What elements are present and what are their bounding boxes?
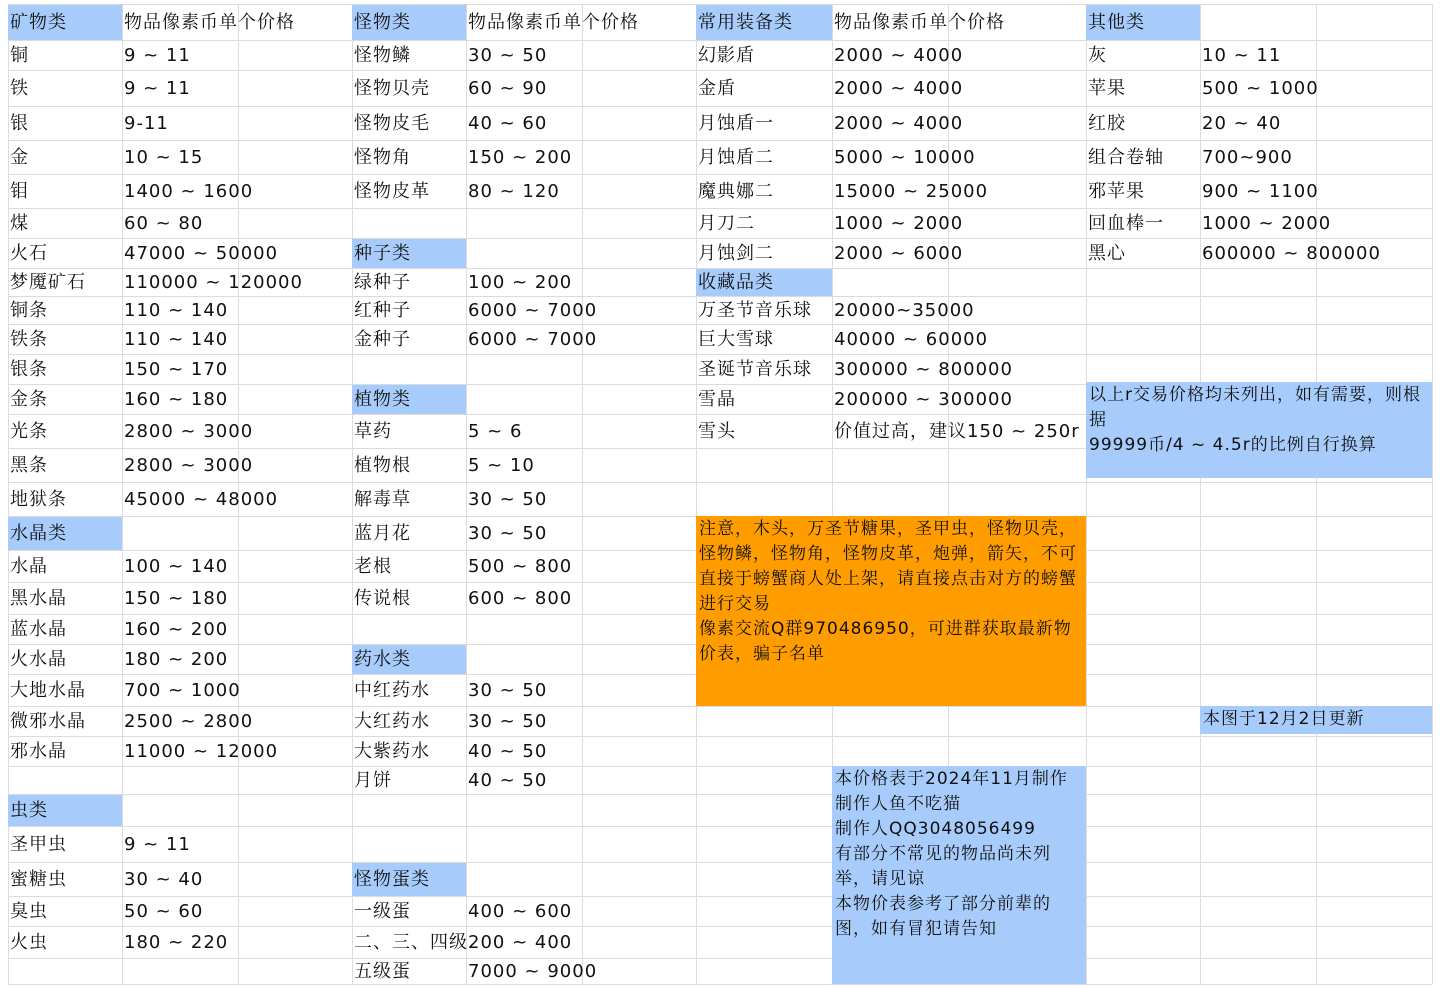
item-price-cell: 40 ~ 50 (468, 770, 548, 791)
item-name-cell: 水晶 (10, 556, 48, 577)
item-name-cell: 臭虫 (10, 901, 48, 922)
item-price-cell: 40 ~ 50 (468, 741, 548, 762)
item-name-cell: 大红药水 (354, 711, 430, 732)
item-price-cell: 150 ~ 170 (124, 359, 229, 380)
item-price-cell: 2800 ~ 3000 (124, 421, 254, 442)
item-name-cell: 怪物角 (354, 147, 411, 168)
item-name-cell: 回血棒一 (1088, 213, 1164, 234)
item-price-cell: 200000 ~ 300000 (834, 389, 1013, 410)
item-name-cell: 银条 (10, 359, 48, 380)
section-title-others: 其他类 (1086, 5, 1200, 40)
item-price-cell: 60 ~ 90 (468, 78, 548, 99)
item-price-cell: 2000 ~ 4000 (834, 45, 964, 66)
item-name-cell: 月饼 (354, 770, 392, 791)
item-price-cell: 110000 ~ 120000 (124, 272, 303, 293)
grid-row-line (8, 794, 1432, 795)
item-price-cell: 900 ~ 1100 (1202, 181, 1319, 202)
item-name-cell: 黑心 (1088, 243, 1126, 264)
section-title-eggs: 怪物蛋类 (352, 863, 466, 896)
item-name-cell: 万圣节音乐球 (698, 300, 812, 321)
item-price-cell: 50 ~ 60 (124, 901, 204, 922)
item-name-cell: 蓝月花 (354, 523, 411, 544)
price-column-header: 物品像素币单个价格 (834, 12, 1005, 33)
updated-note: 本图于12月2日更新 (1200, 706, 1432, 734)
item-price-cell: 2000 ~ 4000 (834, 113, 964, 134)
item-price-cell: 6000 ~ 7000 (468, 329, 598, 350)
item-name-cell: 铁条 (10, 329, 48, 350)
item-name-cell: 红种子 (354, 300, 411, 321)
grid-column-line (1432, 4, 1433, 984)
credits-note: 本价格表于2024年11月制作 制作人鱼不吃猫 制作人QQ3048056499 有部分不常见的物品尚未列举，请见谅 本物价表参考了部分前辈的图，如有冒犯请告知 (832, 766, 1086, 984)
item-price-cell: 500 ~ 800 (468, 556, 573, 577)
grid-row-line (8, 984, 1432, 985)
item-price-cell: 5000 ~ 10000 (834, 147, 976, 168)
item-name-cell: 地狱条 (10, 489, 67, 510)
item-price-cell: 2500 ~ 2800 (124, 711, 254, 732)
item-name-cell: 铜 (10, 45, 29, 66)
item-name-cell: 中红药水 (354, 680, 430, 701)
grid-row-line (8, 958, 1432, 959)
item-name-cell: 煤 (10, 213, 29, 234)
item-price-cell: 30 ~ 50 (468, 489, 548, 510)
item-name-cell: 组合卷轴 (1088, 147, 1164, 168)
item-price-cell: 300000 ~ 800000 (834, 359, 1013, 380)
item-price-cell: 20000~35000 (834, 300, 975, 321)
item-name-cell: 红胶 (1088, 113, 1126, 134)
item-price-cell: 2800 ~ 3000 (124, 455, 254, 476)
item-name-cell: 微邪水晶 (10, 711, 86, 732)
item-name-cell: 黑条 (10, 455, 48, 476)
item-name-cell: 灰 (1088, 45, 1107, 66)
item-price-cell: 700~900 (1202, 147, 1293, 168)
section-title-equipment: 常用装备类 (696, 5, 832, 40)
item-price-cell: 110 ~ 140 (124, 300, 229, 321)
price-column-header: 物品像素币单个价格 (124, 12, 295, 33)
item-price-cell: 6000 ~ 7000 (468, 300, 598, 321)
trading-warning-note: 注意，木头，万圣节糖果，圣甲虫，怪物贝壳，怪物鳞，怪物角，怪物皮革，炮弹，箭矢，不可直接于螃蟹商人处上架，请直接点击对方的螃蟹进行交易 像素交流Q群970486950，可进群获取最新物价表，骗子名单 (696, 516, 1086, 706)
section-title-monster: 怪物类 (352, 5, 466, 40)
item-name-cell: 邪苹果 (1088, 181, 1145, 202)
item-price-cell: 2000 ~ 4000 (834, 78, 964, 99)
section-title-insects: 虫类 (8, 795, 122, 826)
item-price-cell: 180 ~ 200 (124, 649, 229, 670)
item-name-cell: 雪头 (698, 421, 736, 442)
item-name-cell: 月蚀剑二 (698, 243, 774, 264)
item-price-cell: 700 ~ 1000 (124, 680, 241, 701)
item-name-cell: 圣甲虫 (10, 834, 67, 855)
item-name-cell: 梦魇矿石 (10, 272, 86, 293)
grid-row-line (8, 766, 1432, 767)
item-name-cell: 金条 (10, 389, 48, 410)
item-name-cell: 蓝水晶 (10, 619, 67, 640)
item-name-cell: 怪物皮革 (354, 181, 430, 202)
item-price-cell: 100 ~ 140 (124, 556, 229, 577)
item-name-cell: 雪晶 (698, 389, 736, 410)
item-price-cell: 1000 ~ 2000 (1202, 213, 1332, 234)
item-price-cell: 2000 ~ 6000 (834, 243, 964, 264)
item-price-cell: 200 ~ 400 (468, 932, 573, 953)
item-price-cell: 110 ~ 140 (124, 329, 229, 350)
item-name-cell: 月蚀盾一 (698, 113, 774, 134)
section-title-potions: 药水类 (352, 645, 466, 674)
item-price-cell: 1000 ~ 2000 (834, 213, 964, 234)
item-name-cell: 解毒草 (354, 489, 411, 510)
item-name-cell: 铜条 (10, 300, 48, 321)
item-name-cell: 银 (10, 113, 29, 134)
item-price-cell: 20 ~ 40 (1202, 113, 1282, 134)
item-price-cell: 7000 ~ 9000 (468, 961, 598, 982)
section-title-seeds: 种子类 (352, 239, 466, 268)
item-price-cell: 40 ~ 60 (468, 113, 548, 134)
price-column-header: 物品像素币单个价格 (468, 12, 639, 33)
item-name-cell: 苹果 (1088, 78, 1126, 99)
item-price-cell: 5 ~ 10 (468, 455, 535, 476)
item-name-cell: 一级蛋 (354, 901, 411, 922)
item-price-cell: 150 ~ 200 (468, 147, 573, 168)
item-price-cell: 180 ~ 220 (124, 932, 229, 953)
item-name-cell: 二、三、四级 (354, 932, 468, 953)
item-price-cell: 10 ~ 11 (1202, 45, 1282, 66)
item-price-cell: 1400 ~ 1600 (124, 181, 254, 202)
item-price-cell: 9 ~ 11 (124, 834, 191, 855)
item-price-cell: 100 ~ 200 (468, 272, 573, 293)
item-price-cell: 60 ~ 80 (124, 213, 204, 234)
item-name-cell: 金 (10, 147, 29, 168)
item-name-cell: 火虫 (10, 932, 48, 953)
r-conversion-note: 以上r交易价格均未列出，如有需要，则根据 99999币/4 ~ 4.5r的比例自行换算 (1086, 382, 1432, 478)
item-name-cell: 怪物贝壳 (354, 78, 430, 99)
item-name-cell: 怪物皮毛 (354, 113, 430, 134)
item-name-cell: 圣诞节音乐球 (698, 359, 812, 380)
section-title-plants: 植物类 (352, 385, 466, 414)
price-spreadsheet (8, 4, 1432, 984)
item-name-cell: 蜜糖虫 (10, 869, 67, 890)
item-name-cell: 传说根 (354, 588, 411, 609)
item-price-cell: 600 ~ 800 (468, 588, 573, 609)
item-price-cell: 150 ~ 180 (124, 588, 229, 609)
item-price-cell: 30 ~ 50 (468, 711, 548, 732)
item-name-cell: 月蚀盾二 (698, 147, 774, 168)
item-price-cell: 30 ~ 40 (124, 869, 204, 890)
item-price-cell: 160 ~ 200 (124, 619, 229, 640)
item-name-cell: 怪物鳞 (354, 45, 411, 66)
item-price-cell: 47000 ~ 50000 (124, 243, 279, 264)
item-name-cell: 月刀二 (698, 213, 755, 234)
section-title-minerals: 矿物类 (8, 5, 122, 40)
item-name-cell: 巨大雪球 (698, 329, 774, 350)
item-price-cell: 9 ~ 11 (124, 45, 191, 66)
item-price-cell: 5 ~ 6 (468, 421, 523, 442)
item-price-cell: 45000 ~ 48000 (124, 489, 279, 510)
item-name-cell: 绿种子 (354, 272, 411, 293)
item-name-cell: 黑水晶 (10, 588, 67, 609)
item-name-cell: 金盾 (698, 78, 736, 99)
item-name-cell: 大地水晶 (10, 680, 86, 701)
item-price-cell: 600000 ~ 800000 (1202, 243, 1381, 264)
item-price-cell: 15000 ~ 25000 (834, 181, 989, 202)
item-name-cell: 草药 (354, 421, 392, 442)
item-name-cell: 大紫药水 (354, 741, 430, 762)
item-price-cell: 500 ~ 1000 (1202, 78, 1319, 99)
item-price-cell: 9 ~ 11 (124, 78, 191, 99)
item-name-cell: 火水晶 (10, 649, 67, 670)
item-price-cell: 11000 ~ 12000 (124, 741, 279, 762)
item-price-cell: 价值过高，建议150 ~ 250r (834, 421, 1080, 442)
item-price-cell: 30 ~ 50 (468, 523, 548, 544)
section-title-crystals: 水晶类 (8, 517, 122, 550)
item-name-cell: 老根 (354, 556, 392, 577)
item-name-cell: 植物根 (354, 455, 411, 476)
item-name-cell: 金种子 (354, 329, 411, 350)
item-name-cell: 五级蛋 (354, 961, 411, 982)
item-name-cell: 钼 (10, 181, 29, 202)
item-name-cell: 光条 (10, 421, 48, 442)
item-price-cell: 40000 ~ 60000 (834, 329, 989, 350)
item-name-cell: 邪水晶 (10, 741, 67, 762)
item-price-cell: 80 ~ 120 (468, 181, 560, 202)
item-price-cell: 400 ~ 600 (468, 901, 573, 922)
item-price-cell: 30 ~ 50 (468, 680, 548, 701)
item-name-cell: 铁 (10, 78, 29, 99)
item-price-cell: 30 ~ 50 (468, 45, 548, 66)
item-price-cell: 10 ~ 15 (124, 147, 204, 168)
item-price-cell: 9-11 (124, 113, 169, 134)
item-name-cell: 幻影盾 (698, 45, 755, 66)
item-name-cell: 火石 (10, 243, 48, 264)
section-title-collectibles: 收藏品类 (696, 269, 832, 296)
item-name-cell: 魔典娜二 (698, 181, 774, 202)
item-price-cell: 160 ~ 180 (124, 389, 229, 410)
